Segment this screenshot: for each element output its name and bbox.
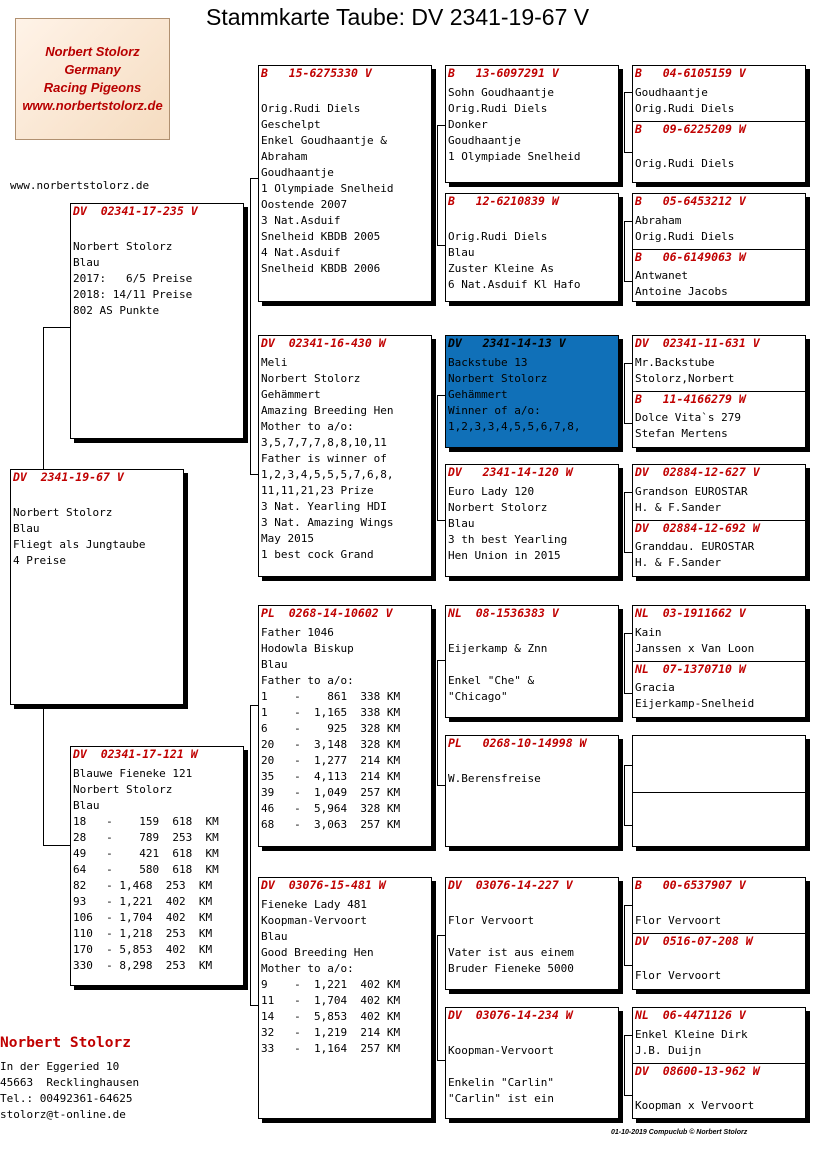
connector-line: [437, 660, 438, 785]
pedigree-card-g4a[interactable]: [633, 465, 805, 520]
card-details: Mr.Backstube Stolorz,Norbert: [635, 356, 735, 385]
card-details: Euro Lady 120 Norbert Stolorz Blau 3 th best Yearling Hen Union in 2015: [448, 485, 568, 562]
connector-line: [624, 1035, 632, 1036]
ring-number: B 00-6537907 V: [635, 878, 746, 892]
connector-line: [624, 552, 632, 553]
card-details: Orig.Rudi Diels Geschelpt Enkel Goudhaantje & Abraham Goudhaantje 1 Olympiade Snelheid Oostende 2007 3 Nat.Asduif Snelheid KBDB 2005 4 Nat.Asduif Snelheid KBDB 2006: [261, 102, 394, 275]
pedigree-pair-6: [632, 735, 806, 847]
pedigree-card-sds-highlighted[interactable]: [445, 335, 619, 448]
card-details: Koopman-Vervoort Enkelin "Carlin" "Carlin" ist ein: [448, 1044, 554, 1105]
ring-number: B 11-4166279 W: [635, 392, 746, 406]
ring-number: B 04-6105159 V: [635, 66, 746, 80]
pedigree-card-g1a[interactable]: [633, 66, 805, 121]
pedigree-card-g2a[interactable]: [633, 194, 805, 249]
connector-line: [624, 693, 632, 694]
logo-line: Germany: [64, 62, 121, 77]
card-details: Flor Vervoort: [635, 914, 722, 927]
ring-number: DV 02341-16-430 W: [261, 336, 386, 350]
ring-number: B 15-6275330 V: [261, 66, 372, 80]
connector-line: [43, 705, 44, 845]
pedigree-card-dsd[interactable]: [445, 735, 619, 847]
ring-number: DV 02341-11-631 V: [635, 336, 760, 350]
card-details: Koopman x Vervoort: [635, 1099, 755, 1112]
pedigree-card-g2b[interactable]: [633, 249, 805, 301]
connector-line: [437, 935, 438, 1060]
pedigree-card-sire[interactable]: [70, 203, 244, 439]
connector-line: [624, 825, 632, 826]
connector-line: [250, 1005, 258, 1006]
card-details: Meli Norbert Stolorz Gehämmert Amazing Breeding Hen Mother to a/o: 3,5,7,7,7,8,8,10,11 Father is winner of 1,2,3,4,5,5,5,7,6,8, 11,11,21,23 Prize 3 Nat. Yearling HDI 3 Nat. Amazing Wings May 2015 1 best cock Grand: [261, 356, 394, 561]
connector-line: [624, 152, 632, 153]
logo-line: www.norbertstolorz.de: [22, 98, 163, 113]
connector-line: [250, 178, 251, 474]
connector-line: [250, 178, 258, 179]
website-link[interactable]: www.norbertstolorz.de: [10, 179, 150, 192]
owner-address: In der Eggeried 10 45663 Recklinghausen Tel.: 00492361-64625 stolorz@t-online.de: [0, 1060, 140, 1121]
connector-line: [437, 785, 445, 786]
card-details: Eijerkamp & Znn Enkel "Che" & "Chicago": [448, 642, 548, 703]
ring-number: PL 0268-10-14998 W: [448, 736, 587, 750]
card-details: Antwanet Antoine Jacobs: [635, 269, 728, 298]
pedigree-card-subject[interactable]: [10, 469, 184, 705]
ring-number: DV 03076-14-227 V: [448, 878, 573, 892]
connector-line: [43, 845, 70, 846]
ring-number: DV 03076-14-234 W: [448, 1008, 573, 1022]
pedigree-card-g4b[interactable]: [633, 520, 805, 576]
card-details: Norbert Stolorz Blau 2017: 6/5 Preise 2018: 14/11 Preise 802 AS Punkte: [73, 240, 193, 317]
connector-line: [437, 520, 445, 521]
ring-number: DV 03076-15-481 W: [261, 878, 386, 892]
ring-number: NL 08-1536383 V: [448, 606, 559, 620]
logo: [15, 18, 170, 140]
pedigree-card-ddd[interactable]: [445, 1007, 619, 1119]
connector-line: [43, 327, 70, 328]
pedigree-pair-8: [632, 1007, 806, 1119]
connector-line: [250, 705, 251, 1005]
ring-number: DV 02884-12-692 W: [635, 521, 760, 535]
connector-line: [624, 905, 632, 906]
card-details: Enkel Kleine Dirk J.B. Duijn: [635, 1028, 748, 1057]
pedigree-card-dam-dam[interactable]: [258, 877, 432, 1119]
connector-line: [437, 660, 445, 661]
card-details: Norbert Stolorz Blau Fliegt als Jungtaube 4 Preise: [13, 506, 146, 567]
card-details: Kain Janssen x Van Loon: [635, 626, 755, 655]
card-details: Flor Vervoort: [635, 969, 722, 982]
ring-number: B 13-6097291 V: [448, 66, 559, 80]
pedigree-card-dam[interactable]: [70, 746, 244, 986]
ring-number: DV 2341-14-13 V: [448, 336, 566, 350]
ring-number: DV 02341-17-121 W: [73, 747, 198, 761]
pedigree-pair-3: [632, 335, 806, 448]
pedigree-card-g3b[interactable]: [633, 391, 805, 447]
card-details: Granddau. EUROSTAR H. & F.Sander: [635, 540, 755, 569]
card-details: Father 1046 Hodowla Biskup Blau Father to a/o: 1 - 861 338 KM 1 - 1,165 338 KM 6 - 925 328 KM 20 - 3,148 328 KM 20 - 1,277 214 KM 35 - 4,113 214 KM 39 - 1,049 257 KM 46 - 5,964 328 KM 68 - 3,063 257 KM: [261, 626, 401, 831]
connector-line: [624, 423, 632, 424]
pedigree-card-g3a[interactable]: [633, 336, 805, 391]
card-details: Backstube 13 Norbert Stolorz Gehämmert Winner of a/o: 1,2,3,3,4,5,5,6,7,8,: [448, 356, 581, 433]
pedigree-card-g6a[interactable]: [633, 736, 805, 792]
pedigree-card-g7b[interactable]: [633, 933, 805, 989]
connector-line: [624, 492, 632, 493]
connector-line: [43, 327, 44, 469]
pedigree-card-g6b[interactable]: [633, 792, 805, 846]
logo-line: Norbert Stolorz: [45, 44, 140, 59]
ring-number: B 06-6149063 W: [635, 250, 746, 264]
connector-line: [437, 125, 438, 245]
connector-line: [624, 221, 625, 281]
pedigree-card-g1b[interactable]: [633, 121, 805, 182]
pedigree-card-dam-sire[interactable]: [258, 605, 432, 847]
ring-number: B 12-6210839 W: [448, 194, 559, 208]
connector-line: [624, 765, 632, 766]
pedigree-card-g8b[interactable]: [633, 1063, 805, 1118]
card-details: Blauwe Fieneke 121 Norbert Stolorz Blau 18 - 159 618 KM 28 - 789 253 KM 49 - 421 618 KM 64 - 580 618 KM 82 - 1,468 253 KM 93 - 1,221 402 KM 106 - 1,704 402 KM 110 - 1,218 253 KM 170 - 5,853 402 KM 330 - 8,298 253 KM: [73, 767, 219, 972]
pedigree-card-g5a[interactable]: [633, 606, 805, 661]
connector-line: [624, 363, 625, 423]
pedigree-card-g8a[interactable]: [633, 1008, 805, 1063]
connector-line: [250, 705, 258, 706]
connector-line: [624, 633, 632, 634]
connector-line: [437, 935, 445, 936]
card-details: Abraham Orig.Rudi Diels: [635, 214, 735, 243]
connector-line: [437, 395, 445, 396]
connector-line: [624, 281, 632, 282]
page-title: Stammkarte Taube: DV 2341-19-67 V: [206, 4, 590, 30]
connector-line: [624, 765, 625, 825]
pedigree-card-sire-dam[interactable]: [258, 335, 432, 577]
pedigree-pair-5: [632, 605, 806, 718]
connector-line: [624, 363, 632, 364]
connector-line: [624, 965, 632, 966]
connector-line: [624, 92, 625, 152]
logo-line: Racing Pigeons: [43, 80, 142, 95]
card-details: Fieneke Lady 481 Koopman-Vervoort Blau Good Breeding Hen Mother to a/o: 9 - 1,221 402 KM 11 - 1,704 402 KM 14 - 5,853 402 KM 32 - 1,219 214 KM 33 - 1,164 257 KM: [261, 898, 401, 1055]
connector-line: [624, 492, 625, 552]
connector-line: [624, 905, 625, 965]
connector-line: [437, 395, 438, 520]
connector-line: [624, 1035, 625, 1095]
card-details: Orig.Rudi Diels Blau Zuster Kleine As 6 Nat.Asduif Kl Hafo: [448, 230, 581, 291]
pedigree-card-g5b[interactable]: [633, 661, 805, 717]
ring-number: DV 0516-07-208 W: [635, 934, 753, 948]
connector-line: [250, 474, 258, 475]
ring-number: PL 0268-14-10602 V: [261, 606, 393, 620]
connector-line: [624, 633, 625, 693]
ring-number: B 09-6225209 W: [635, 122, 746, 136]
card-details: W.Berensfreise: [448, 772, 541, 785]
ring-number: DV 2341-19-67 V: [13, 470, 124, 484]
connector-line: [437, 1060, 445, 1061]
pedigree-pair-2: [632, 193, 806, 302]
connector-line: [437, 125, 445, 126]
connector-line: [624, 221, 632, 222]
pedigree-pair-4: [632, 464, 806, 577]
ring-number: NL 06-4471126 V: [635, 1008, 746, 1022]
pedigree-card-ssd[interactable]: [445, 193, 619, 302]
pedigree-card-dss[interactable]: [445, 605, 619, 718]
connector-line: [437, 245, 445, 246]
ring-number: DV 02884-12-627 V: [635, 465, 760, 479]
connector-line: [624, 92, 632, 93]
footer-credit: 01-10-2019 Compuclub © Norbert Stolorz: [611, 1129, 748, 1136]
card-details: Orig.Rudi Diels: [635, 157, 735, 170]
card-details: Dolce Vita`s 279 Stefan Mertens: [635, 411, 741, 440]
ring-number: B 05-6453212 V: [635, 194, 746, 208]
owner-name: Norbert Stolorz: [0, 1035, 131, 1051]
card-details: Goudhaantje Orig.Rudi Diels: [635, 86, 735, 115]
pedigree-pair-1: [632, 65, 806, 183]
pedigree-card-sss[interactable]: [445, 65, 619, 183]
pedigree-pair-7: [632, 877, 806, 990]
ring-number: DV 02341-17-235 V: [73, 204, 198, 218]
connector-line: [624, 1095, 632, 1096]
pedigree-card-g7a[interactable]: [633, 878, 805, 933]
ring-number: NL 07-1370710 W: [635, 662, 746, 676]
ring-number: DV 08600-13-962 W: [635, 1064, 760, 1078]
card-details: Gracia Eijerkamp-Snelheid: [635, 681, 755, 710]
card-details: Flor Vervoort Vater ist aus einem Bruder Fieneke 5000: [448, 914, 574, 975]
pedigree-card-dds[interactable]: [445, 877, 619, 990]
card-details: Sohn Goudhaantje Orig.Rudi Diels Donker Goudhaantje 1 Olympiade Snelheid: [448, 86, 581, 163]
pedigree-card-sire-sire[interactable]: [258, 65, 432, 302]
ring-number: NL 03-1911662 V: [635, 606, 746, 620]
pedigree-card-sdd[interactable]: [445, 464, 619, 577]
ring-number: DV 2341-14-120 W: [448, 465, 573, 479]
card-details: Grandson EUROSTAR H. & F.Sander: [635, 485, 748, 514]
